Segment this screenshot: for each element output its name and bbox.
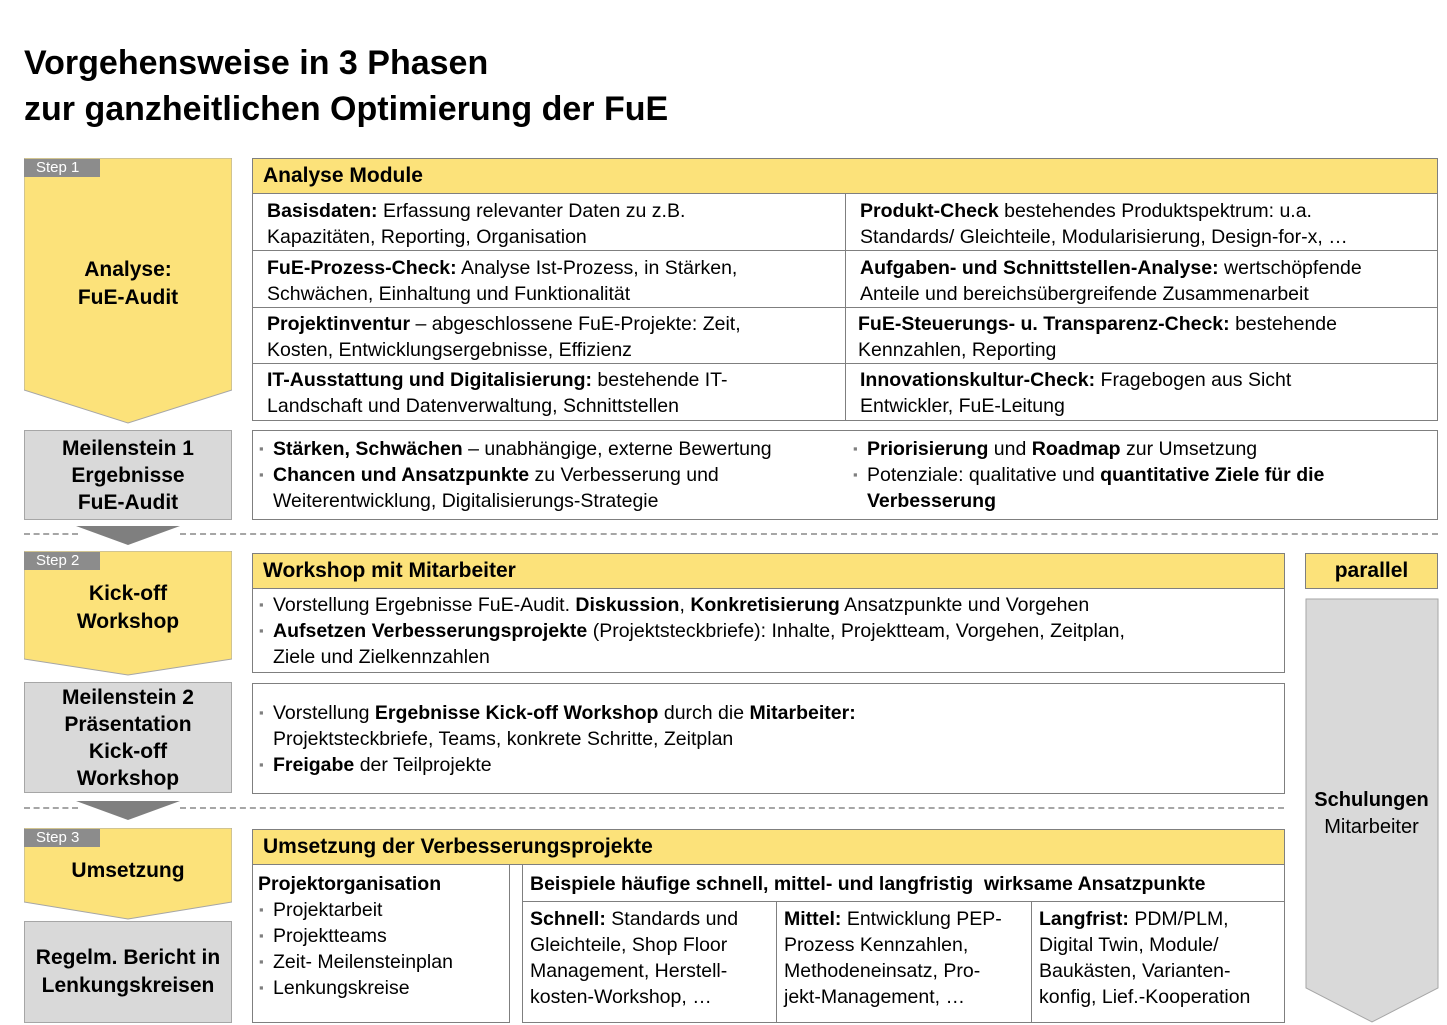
list-item [259,462,849,488]
milestone1-line1: Meilenstein 1 [62,436,194,460]
phase-separator [24,533,78,535]
module-text: bestehende [1229,313,1338,335]
module-text: Kennzahlen, Reporting [858,339,1057,361]
module-text: – abgeschlossene FuE-Projekte: Zeit, [410,313,741,335]
example-label: Schnell: [530,908,606,930]
beispiele-divider-vertical [1031,901,1032,1022]
module-title: Aufgaben- und Schnittstellen-Analyse: [860,257,1219,279]
milestone2-line3: Kick-off [88,739,168,763]
bullet-text: der Teilprojekte [354,754,492,776]
projektorganisation-title: Projektorganisation [258,873,442,895]
milestone1-box [24,430,232,520]
milestone1-results [252,430,1438,520]
module-title: Basisdaten: [267,200,378,222]
module-text: Standards/ Gleichteile, Modularisierung, Design-for-x, … [860,226,1348,248]
bullet-text: , [679,594,691,616]
example-text: Prozess Kennzahlen, [784,934,969,956]
module-title: Projektinventur [267,313,411,335]
phase-separator [24,807,78,809]
bullet-bold: Ergebnisse Kick-off Workshop [374,702,659,724]
milestone1-line2: Ergebnisse [71,463,185,487]
example-text: Digital Twin, Module/ [1039,934,1219,956]
report-box [24,921,232,1023]
step2-label [24,580,232,636]
phase-separator [180,807,1284,809]
bullet-bold: Mitarbeiter: [749,702,856,724]
example-text: Standards und [605,908,739,930]
bullet-bold: Chancen und Ansatzpunkte [273,464,530,486]
module-fue-prozess-check [255,253,845,309]
bullet-text: zu Verbesserung und [529,464,719,486]
milestone2-box [24,682,232,793]
module-text: Kosten, Entwicklungsergebnisse, Effizienz [267,339,632,361]
list-item [853,436,1433,462]
bullet-bold: Aufsetzen Verbesserungsprojekte [273,620,588,642]
example-schnell [530,906,775,1010]
bullet-text: Vorstellung [273,702,375,724]
milestone1-left-col [259,436,849,514]
module-text: bestehendes Produktspektrum: u.a. [998,200,1312,222]
analyse-module-header: Analyse Module [252,158,1438,194]
module-text: Schwächen, Einhaltung und Funktionalität [267,283,631,305]
milestone2-results [252,683,1285,794]
module-title: IT-Ausstattung und Digitalisierung: [267,369,592,391]
module-title: FuE-Steuerungs- u. Transparenz-Check: [858,313,1230,335]
module-text: Kapazitäten, Reporting, Organisation [267,226,587,248]
module-basisdaten [255,196,845,252]
module-schnittstellen-analyse [848,253,1438,309]
example-label: Mittel: [784,908,842,930]
analyse-module-grid [252,194,1438,421]
milestone2-line2: Präsentation [64,712,192,736]
module-title: Innovationskultur-Check: [860,369,1096,391]
bullet-bold: Roadmap [1031,438,1121,460]
bullet-bold: quantitative Ziele für die [1100,464,1325,486]
module-title: Produkt-Check [860,200,999,222]
example-text: kosten-Workshop, … [530,986,712,1008]
bullet-continuation: Verbesserung [867,490,996,512]
list-item [259,752,1279,778]
step2-label-line1: Kick-off [88,582,168,605]
module-title: FuE-Prozess-Check: [267,257,457,279]
list-item [259,618,1279,644]
example-text: PDM/PLM, [1128,908,1229,930]
module-text: Anteile und bereichsübergreifende Zusammenarbeit [860,283,1309,305]
step3-label: Umsetzung [71,859,185,882]
bullet-bold: Diskussion [575,594,680,616]
workshop-list [259,592,1279,670]
list-item: ▪ Lenkungskreise [259,975,504,1001]
module-produkt-check [848,196,1438,252]
bullet-text: Ansatzpunkte und Vorgehen [839,594,1090,616]
schulungen-subtitle: Mitarbeiter [1324,816,1419,838]
example-label: Langfrist: [1039,908,1129,930]
example-text: Entwicklung PEP- [841,908,1002,930]
list-item: ▪ Projektteams [259,923,504,949]
phase-separator [180,533,1438,535]
module-text: Entwickler, FuE-Leitung [860,395,1065,417]
list-item [259,436,849,462]
umsetzung-header: Umsetzung der Verbesserungsprojekte [252,829,1285,865]
example-mittel [784,906,1029,1010]
title-line-1: Vorgehensweise in 3 Phasen [24,44,489,82]
list-item [853,462,1433,488]
down-arrow-icon [76,801,180,821]
workshop-body [252,589,1285,673]
bullet-text: durch die [658,702,750,724]
bullet-bold: Priorisierung [867,438,989,460]
beispiele-box [522,865,1285,1023]
down-arrow-icon [76,526,180,546]
module-text: Landschaft und Datenverwaltung, Schnittstellen [267,395,679,417]
module-text: Fragebogen aus Sicht [1095,369,1292,391]
example-text: jekt-Management, … [784,986,965,1008]
report-line2: Lenkungskreisen [41,974,215,997]
projektorganisation-list [259,897,504,1001]
bullet-bold: Freigabe [273,754,355,776]
workshop-header: Workshop mit Mitarbeiter [252,553,1285,589]
step2-badge: Step 2 [24,552,100,570]
module-text: bestehende IT- [592,369,728,391]
module-steuerungs-check [846,309,1436,365]
step1-label-line1: Analyse: [84,258,172,281]
schulungen-label [1305,787,1438,841]
title-line-2: zur ganzheitlichen Optimierung der FuE [24,90,669,128]
step1-label [24,256,232,312]
bullet-text: Potenziale: qualitative und [867,464,1101,486]
beispiele-title: Beispiele häufige schnell, mittel- und langfristig wirksame Ansatzpunkte [530,873,1206,895]
bullet-text: (Projektsteckbriefe): Inhalte, Projektteam, Vorgehen, Zeitplan, [587,620,1125,642]
module-text: Analyse Ist-Prozess, in Stärken, [456,257,738,279]
example-text: Baukästen, Varianten- [1039,960,1231,982]
example-text: Management, Herstell- [530,960,728,982]
module-text: wertschöpfende [1218,257,1362,279]
module-it-ausstattung [255,365,845,421]
schulungen-title: Schulungen [1314,789,1429,811]
step2-label-line2: Workshop [76,610,180,633]
milestone1-line3: FuE-Audit [77,490,179,514]
example-langfrist [1039,906,1284,1010]
report-line1: Regelm. Bericht in [35,946,221,969]
milestone2-line1: Meilenstein 2 [62,685,194,709]
step1-label-line2: FuE-Audit [77,286,179,309]
bullet-continuation: Projektsteckbriefe, Teams, konkrete Schritte, Zeitplan [273,728,734,750]
bullet-continuation: Ziele und Zielkennzahlen [273,646,490,668]
module-projektinventur [255,309,845,365]
list-item [259,700,1279,726]
module-text: Erfassung relevanter Daten zu z.B. [377,200,686,222]
parallel-header: parallel [1305,553,1438,589]
page-title [24,40,668,132]
list-item: ▪ Projektarbeit [259,897,504,923]
projektorganisation-box [252,865,510,1023]
bullet-text: und [988,438,1032,460]
beispiele-divider-vertical [776,901,777,1022]
bullet-continuation: Weiterentwicklung, Digitalisierungs-Strategie [273,490,659,512]
milestone2-list [259,700,1279,778]
bullet-text: – unabhängige, externe Bewertung [462,438,772,460]
milestone1-right-col [853,436,1433,514]
milestone2-line4: Workshop [76,766,180,790]
list-item: ▪ Zeit- Meilensteinplan [259,949,504,975]
example-text: konfig, Lief.-Kooperation [1039,986,1251,1008]
example-text: Gleichteile, Shop Floor [530,934,728,956]
module-innovationskultur [848,365,1438,421]
bullet-bold: Konkretisierung [690,594,840,616]
beispiele-divider [523,901,1284,902]
step3-badge: Step 3 [24,829,100,847]
bullet-bold: Stärken, Schwächen [273,438,463,460]
example-text: Methodeneinsatz, Pro- [784,960,981,982]
list-item [259,592,1279,618]
bullet-text: zur Umsetzung [1120,438,1258,460]
step1-badge: Step 1 [24,159,100,177]
bullet-text: Vorstellung Ergebnisse FuE-Audit. [273,594,576,616]
